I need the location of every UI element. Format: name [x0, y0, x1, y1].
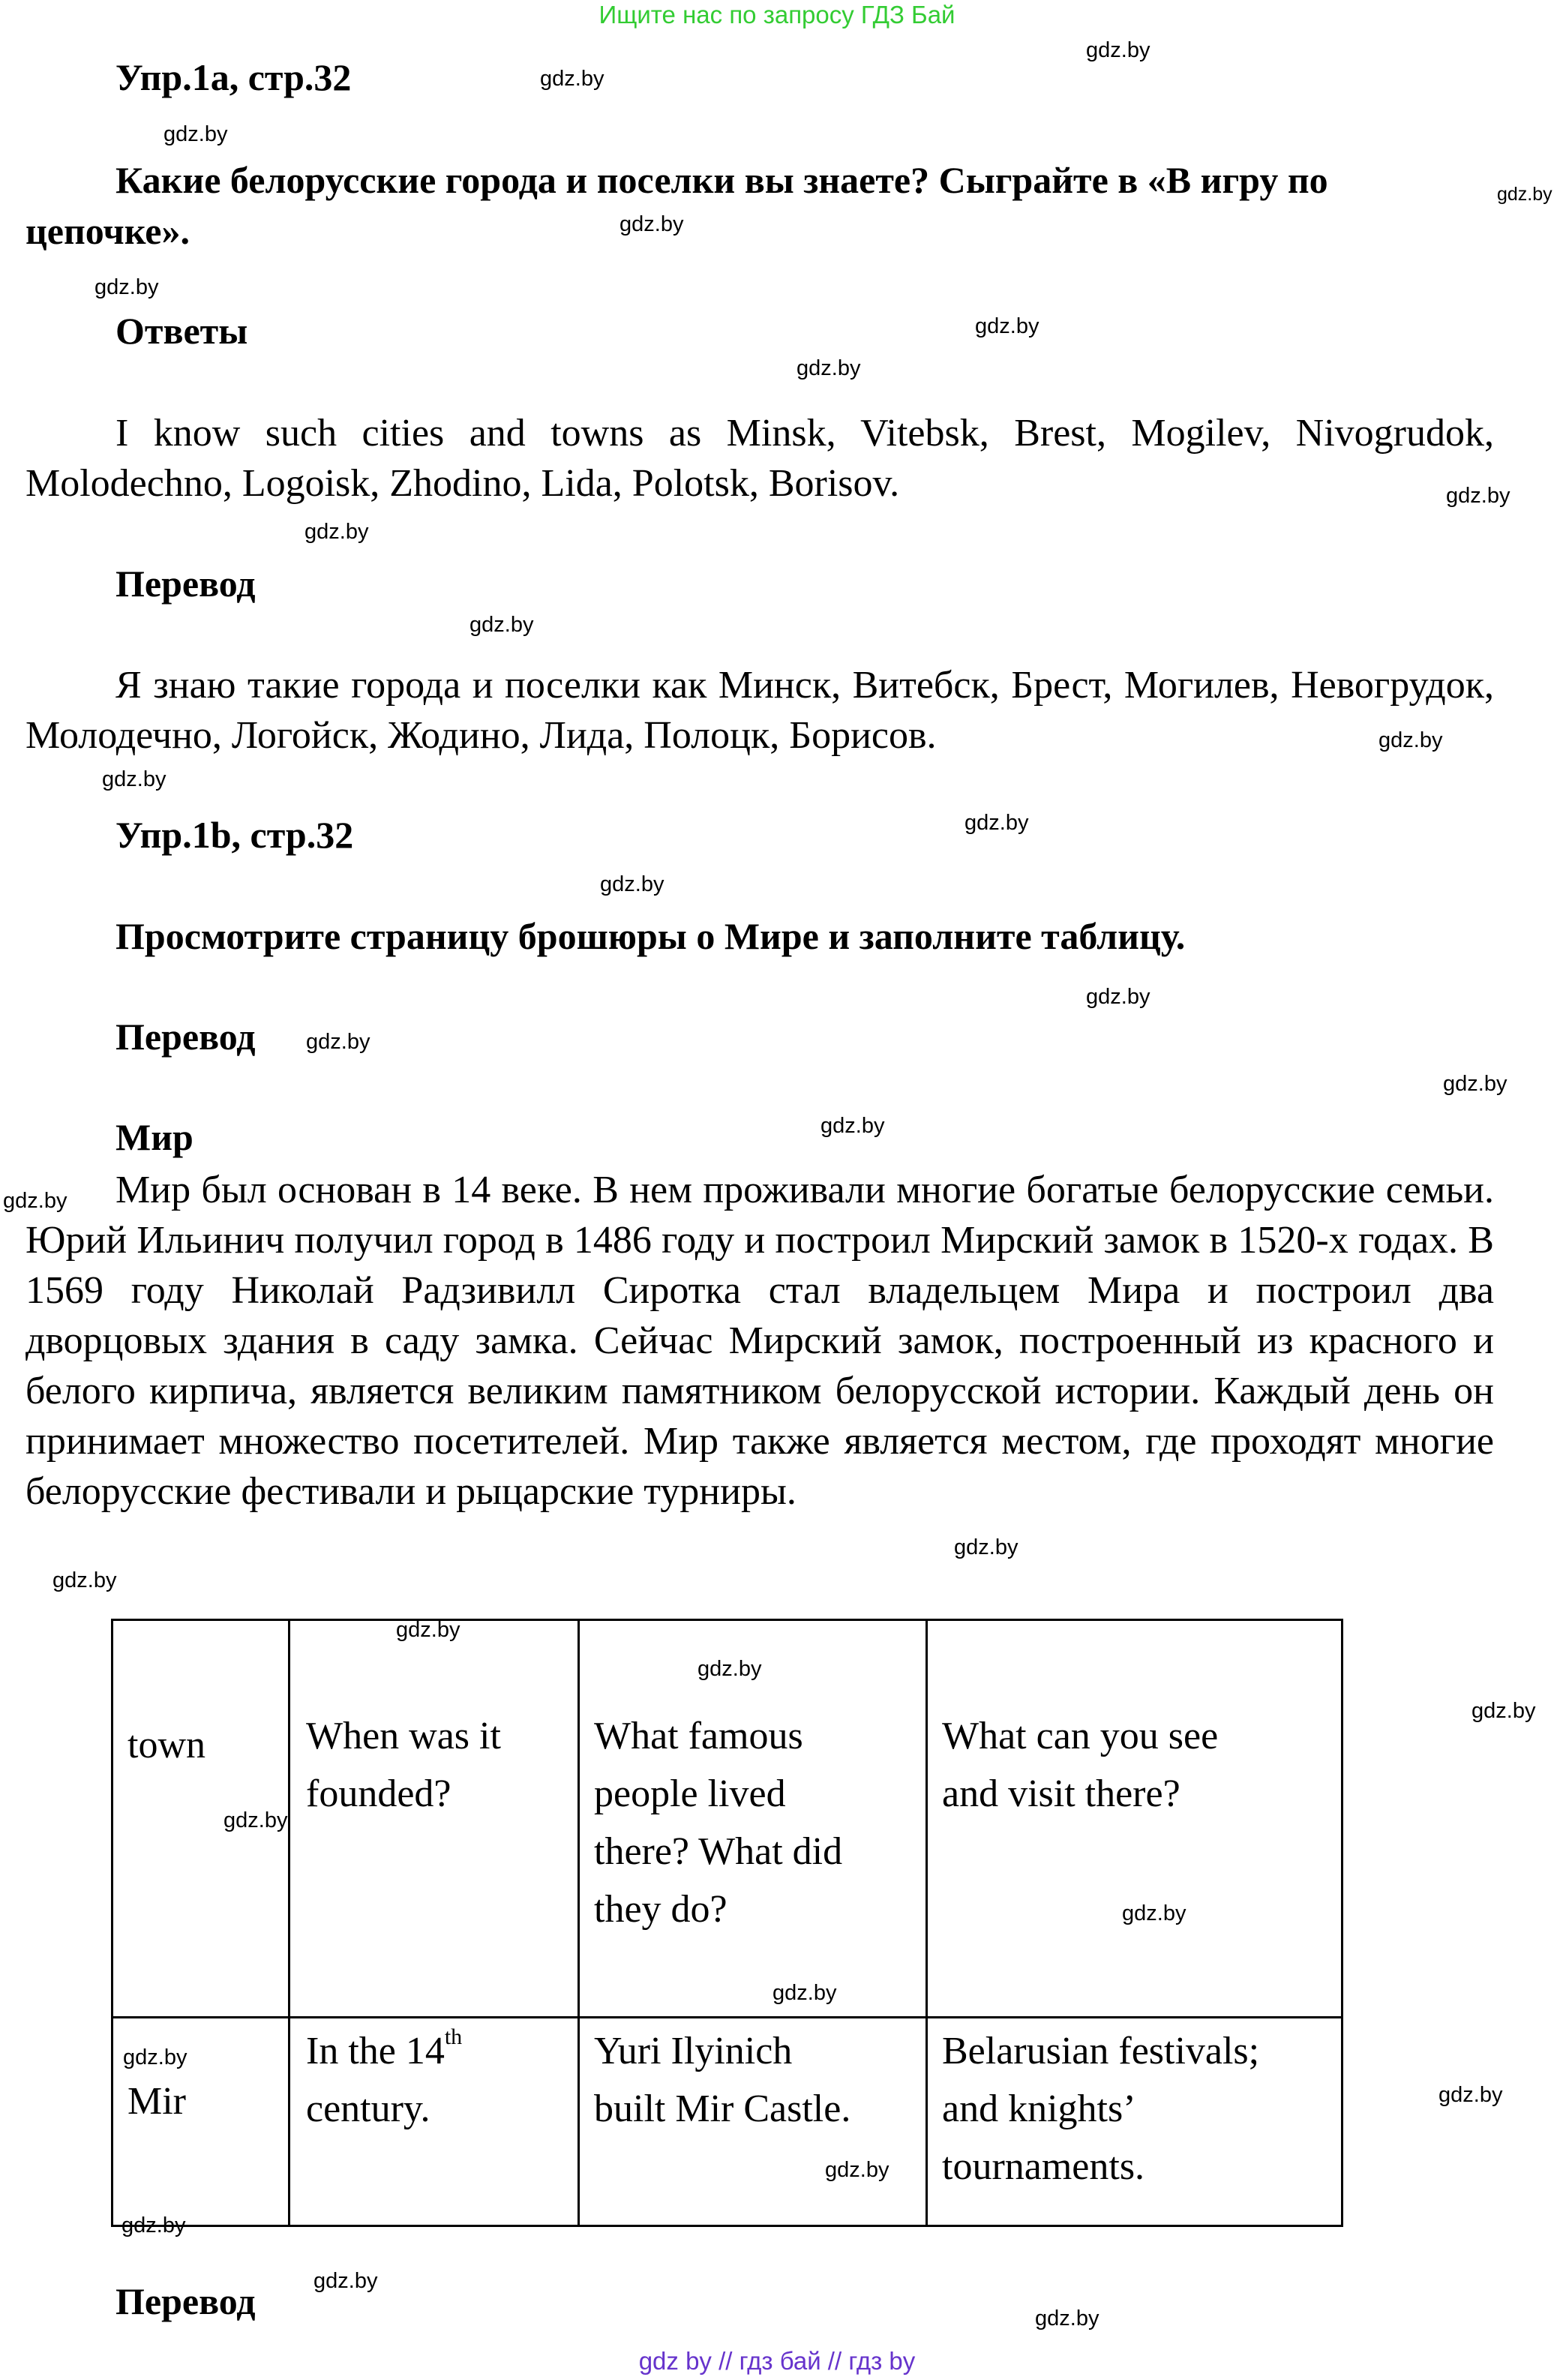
cell-founded-line: [306, 2022, 462, 2080]
watermark: gdz.by: [1378, 728, 1443, 752]
watermark: gdz.by: [123, 2045, 188, 2069]
cell-people-line: Yuri Ilyinich: [594, 2030, 793, 2072]
watermark: gdz.by: [620, 212, 684, 236]
cell-people: [594, 2022, 850, 2138]
watermark: gdz.by: [820, 1114, 885, 1138]
header-people-line: people lived: [594, 1772, 786, 1815]
table-col-divider-3: [926, 1619, 928, 2227]
watermark: gdz.by: [1086, 38, 1150, 62]
mir-text: Мир был основан в 14 веке. В нем проживали многие богатые белорусские семьи. Юрий Ильинич получил город в 1486 году и построил Мирский замок в 1520-х годах. В 1569 году Николай Радзивилл Сиротка стал владельцем Мира и построил два дворцовых здания в саду замка. Сейчас Мирский замок, построенный из красного и белого кирпича, является великим памятником белорусской истории. Каждый день он принимает множество посетителей. Мир также является местом, где проходят многие белорусские фестивали и рыцарские турниры.: [26, 1169, 1494, 1513]
ordinal-suffix: th: [444, 2024, 463, 2049]
header-founded: [306, 1707, 501, 1823]
translation-heading-1b: Перевод: [116, 1016, 256, 1058]
cell-visit-line: tournaments.: [942, 2145, 1145, 2188]
translation-heading-1a: Перевод: [116, 563, 256, 605]
header-visit: [942, 1707, 1218, 1823]
watermark: gdz.by: [314, 2269, 378, 2293]
header-founded-line: founded?: [306, 1772, 452, 1815]
top-banner: Ищите нас по запросу ГДЗ Бай: [598, 1, 956, 29]
watermark: gdz.by: [825, 2158, 890, 2182]
header-founded-line: When was it: [306, 1715, 501, 1757]
table-border-top: [111, 1619, 1341, 1621]
watermark: gdz.by: [1035, 2306, 1100, 2330]
bottom-translation-heading: Перевод: [116, 2280, 256, 2322]
cell-town: Mir: [128, 2080, 186, 2123]
watermark: gdz.by: [52, 1568, 117, 1592]
answers-heading: Ответы: [116, 310, 248, 352]
exercise-1b-title: Упр.1b, стр.32: [116, 814, 354, 856]
header-people-line: they do?: [594, 1888, 728, 1931]
watermark: gdz.by: [1497, 184, 1552, 205]
watermark: gdz.by: [540, 67, 604, 91]
watermark: gdz.by: [1122, 1901, 1186, 1925]
header-visit-line: What can you see: [942, 1715, 1219, 1757]
watermark: gdz.by: [1438, 2083, 1503, 2107]
watermark: gdz.by: [796, 356, 861, 380]
cell-founded: [306, 2022, 462, 2138]
cell-visit-line: and knights’: [942, 2087, 1136, 2130]
table-row-divider: [111, 2016, 1341, 2018]
watermark: gdz.by: [1446, 484, 1510, 508]
watermark: gdz.by: [122, 2213, 186, 2237]
header-people-line: What famous: [594, 1715, 803, 1757]
cell-visit-line: Belarusian festivals;: [942, 2030, 1260, 2072]
watermark: gdz.by: [1086, 985, 1150, 1009]
answer-text: I know such cities and towns as Minsk, Vitebsk, Brest, Mogilev, Nivogrudok, Molodechno, Logoisk, Zhodino, Lida, Polotsk, Borisov.: [26, 412, 1494, 505]
watermark: gdz.by: [470, 613, 534, 637]
translation-text-1a: Я знаю такие города и поселки как Минск, Витебск, Брест, Могилев, Невогрудок, Молодечно, Логойск, Жодино, Лида, Полоцк, Борисов.: [26, 664, 1494, 757]
watermark: gdz.by: [94, 275, 159, 299]
watermark: gdz.by: [954, 1535, 1018, 1559]
watermark: gdz.by: [224, 1808, 288, 1832]
table-col-divider-1: [288, 1619, 290, 2227]
header-visit-line: and visit there?: [942, 1772, 1180, 1815]
header-people: [594, 1707, 842, 1938]
header-town: town: [128, 1724, 206, 1766]
cell-founded-line: century.: [306, 2087, 430, 2130]
exercise-1a-title: Упр.1a, стр.32: [116, 56, 352, 98]
exercise-1a-task: Какие белорусские города и поселки вы знаете? Сыграйте в «В игру по цепочке».: [26, 159, 1328, 252]
watermark: gdz.by: [600, 872, 664, 896]
watermark: gdz.by: [1443, 1072, 1508, 1096]
watermark: gdz.by: [3, 1189, 68, 1213]
watermark: gdz.by: [975, 314, 1040, 338]
watermark: gdz.by: [102, 767, 166, 791]
founded-text: In the 14: [306, 2030, 445, 2072]
watermark: gdz.by: [772, 1981, 837, 2005]
watermark: gdz.by: [698, 1657, 762, 1681]
watermark: gdz.by: [304, 520, 369, 544]
table-border-right: [1341, 1619, 1343, 2227]
watermark: gdz.by: [396, 1618, 460, 1642]
cell-people-line: built Mir Castle.: [594, 2087, 851, 2130]
exercise-1b-task: Просмотрите страницу брошюры о Мире и заполните таблицу.: [116, 915, 1186, 957]
watermark: gdz.by: [964, 811, 1029, 835]
footer-links: gdz by // гдз бай // гдз by: [638, 2347, 916, 2375]
table-border-left: [111, 1619, 113, 2227]
watermark: gdz.by: [164, 122, 228, 146]
mir-heading: Мир: [116, 1116, 194, 1158]
watermark: gdz.by: [1472, 1699, 1536, 1723]
table-col-divider-2: [578, 1619, 580, 2227]
header-people-line: there? What did: [594, 1830, 843, 1873]
cell-visit: [942, 2022, 1259, 2195]
watermark: gdz.by: [306, 1030, 370, 1054]
table-border-bottom: [111, 2225, 1341, 2227]
